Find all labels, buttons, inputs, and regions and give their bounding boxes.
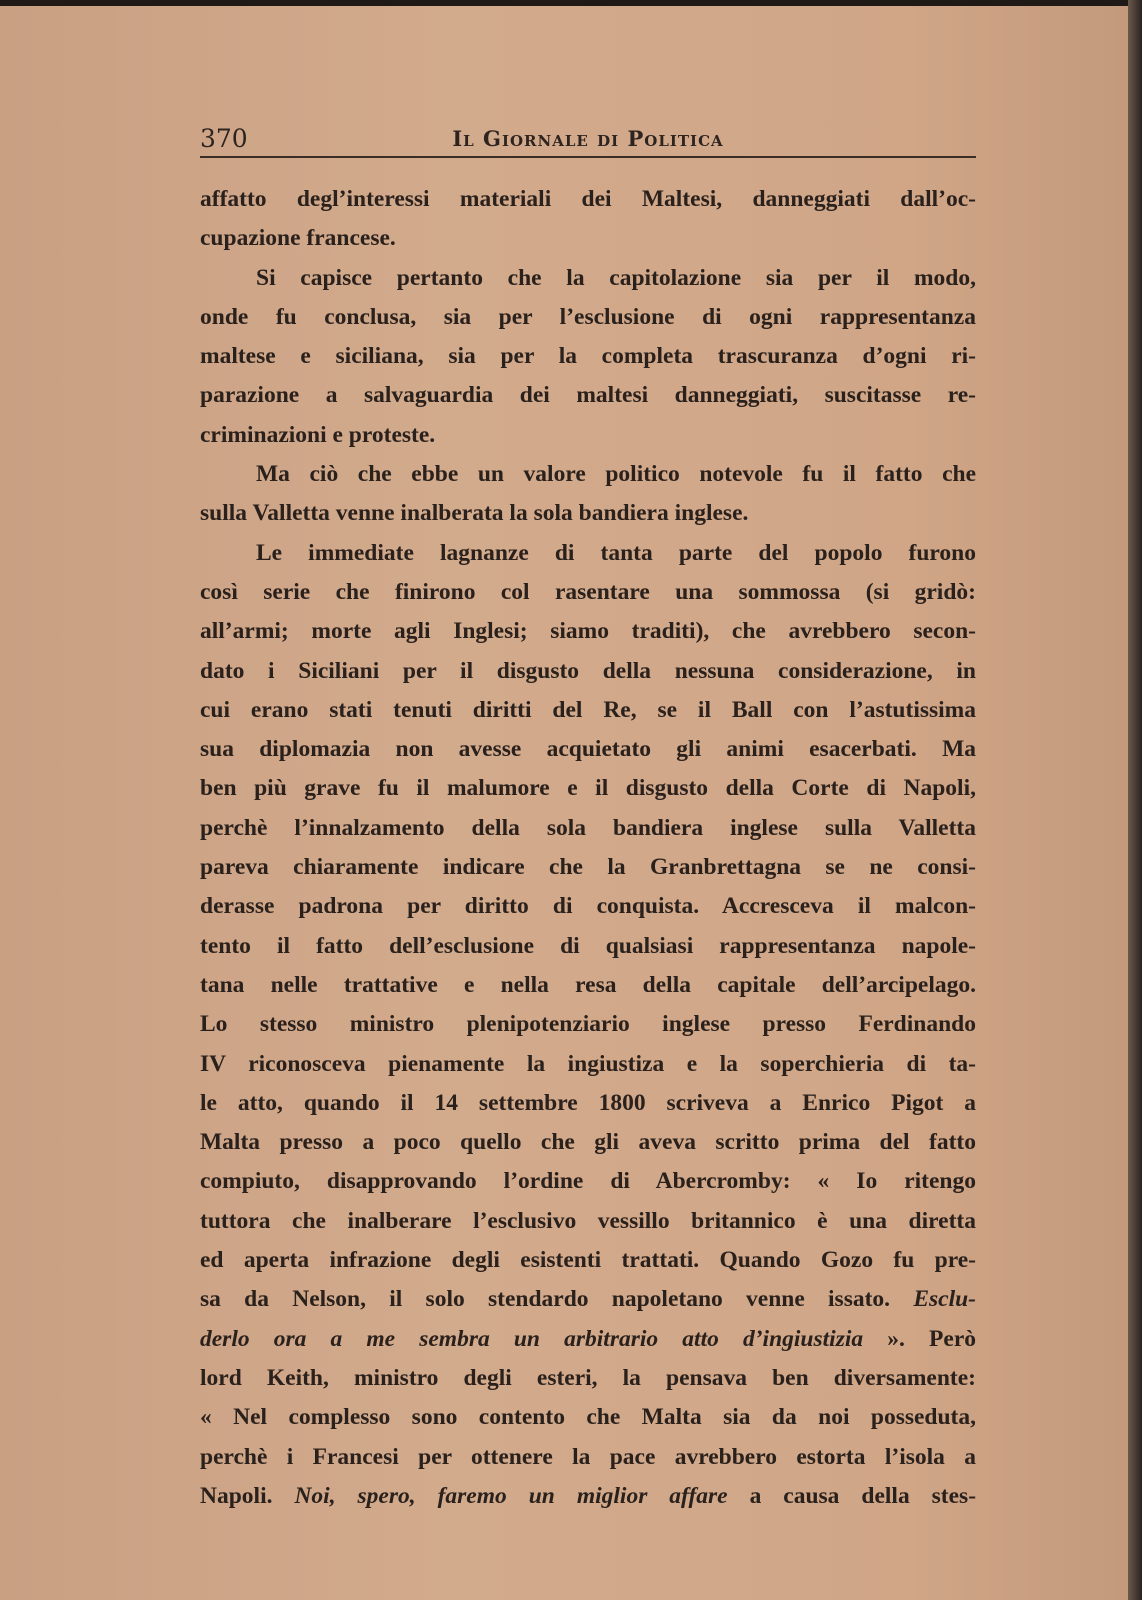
line-text: affatto degl’interessi materiali dei Maltesi, danneggiati dall’oc- [200,186,976,212]
book-page [0,6,1128,1600]
running-head: Il Giornale di Politica [452,126,724,151]
text-line [200,455,976,494]
line-text: perchè l’innalzamento della sola bandiera inglese sulla Valletta [200,814,976,841]
text-line [200,219,976,258]
line-text: tento il fatto dell’esclusione di qualsiasi rappresentanza napole- [200,932,976,959]
line-text: ed aperta infrazione degli esistenti trattati. Quando Gozo fu pre- [200,1247,976,1274]
line-text: tana nelle trattative e nella resa della capitale dell’arcipelago. [200,971,976,998]
line-text: pareva chiaramente indicare che la Granbrettagna se ne consi- [200,854,976,881]
text-line [200,966,976,1005]
text-line [200,691,976,730]
text-line [200,1005,976,1044]
text-line [200,927,976,966]
page-header [200,122,976,158]
line-text: Ma ciò che ebbe un valore politico notevole fu il fatto che [256,461,976,488]
text-line [200,1084,976,1123]
text-line [200,573,976,612]
text-line [200,494,976,533]
line-text: ben più grave fu il malumore e il disgusto della Corte di Napoli, [200,775,976,802]
italic-text: derlo ora a me sembra un arbitrario atto d’ingiustizia [200,1325,864,1352]
line-text: sa da Nelson, il solo stendardo napoletano venne issato. [200,1286,891,1313]
line-text: IV riconosceva pienamente la ingiustiza e la soperchieria di ta- [200,1050,976,1077]
line-text: così serie che finirono col rasentare una sommossa (si gridò: [200,578,976,605]
line-text: cui erano stati tenuti diritti del Re, se il Ball con l’astutissima [200,696,976,723]
line-text: parazione a salvaguardia dei maltesi danneggiati, suscitasse re- [200,382,976,409]
text-line [200,809,976,848]
line-text: Lo stesso ministro plenipotenziario inglese presso Ferdinando [200,1011,976,1038]
page-number: 370 [200,124,248,153]
line-text: Si capisce pertanto che la capitolazione sia per il modo, [256,264,976,291]
line-text: « Nel complesso sono contento che Malta sia da noi posseduta, [200,1404,976,1431]
line-text: sulla Valletta venne inalberata la sola bandiera inglese. [200,500,749,527]
line-text: cupazione francese. [200,225,396,252]
line-text: le atto, quando il 14 settembre 1800 scriveva a Enrico Pigot a [200,1089,976,1116]
text-line [200,1359,976,1398]
text-line [200,652,976,691]
text-line [200,416,976,455]
line-text: dato i Siciliani per il disgusto della nessuna considerazione, in [200,657,976,684]
text-line [200,1045,976,1084]
text-line [200,1438,976,1477]
line-text: compiuto, disapprovando l’ordine di Abercromby: « Io ritengo [200,1168,976,1195]
text-line [200,769,976,808]
text-line [200,376,976,415]
line-text: maltese e siciliana, sia per la completa trascuranza d’ogni ri- [200,343,976,370]
line-text: Napoli. [200,1482,273,1509]
italic-text: Noi, spero, faremo un miglior affare [294,1482,728,1509]
line-text: sua diplomazia non avesse acquietato gli animi esacerbati. Ma [200,736,976,763]
text-line [200,534,976,573]
line-text: Le immediate lagnanze di tanta parte del popolo furono [256,539,976,566]
line-text: tuttora che inalberare l’esclusivo vessillo britannico è una diretta [200,1207,976,1234]
text-line [200,259,976,298]
text-line [200,887,976,926]
text-line [200,612,976,651]
line-text: ». Però [887,1325,976,1352]
text-line [200,1477,976,1516]
line-text: all’armi; morte agli Inglesi; siamo traditi), che avrebbero secon- [200,618,976,645]
text-line [200,337,976,376]
italic-text: Esclu- [913,1286,976,1313]
text-line [200,1280,976,1319]
line-text: a causa della stes- [749,1482,976,1509]
text-line [200,1241,976,1280]
scan-right-edge [1128,0,1142,1600]
line-text: criminazioni e proteste. [200,421,436,448]
text-line [200,298,976,337]
line-text: perchè i Francesi per ottenere la pace avrebbero estorta l’isola a [200,1443,976,1470]
text-line [200,1398,976,1437]
line-text: onde fu conclusa, sia per l’esclusione di ogni rappresentanza [200,303,976,330]
text-line [200,1123,976,1162]
text-line [200,1162,976,1201]
text-line [200,730,976,769]
line-text: Malta presso a poco quello che gli aveva scritto prima del fatto [200,1129,976,1156]
text-line [200,848,976,887]
text-line [200,1202,976,1241]
text-line [200,1320,976,1359]
text-line [200,180,976,219]
line-text: derasse padrona per diritto di conquista. Accresceva il malcon- [200,893,976,920]
line-text: lord Keith, ministro degli esteri, la pensava ben diversamente: [200,1364,976,1391]
body-text [200,180,976,1516]
